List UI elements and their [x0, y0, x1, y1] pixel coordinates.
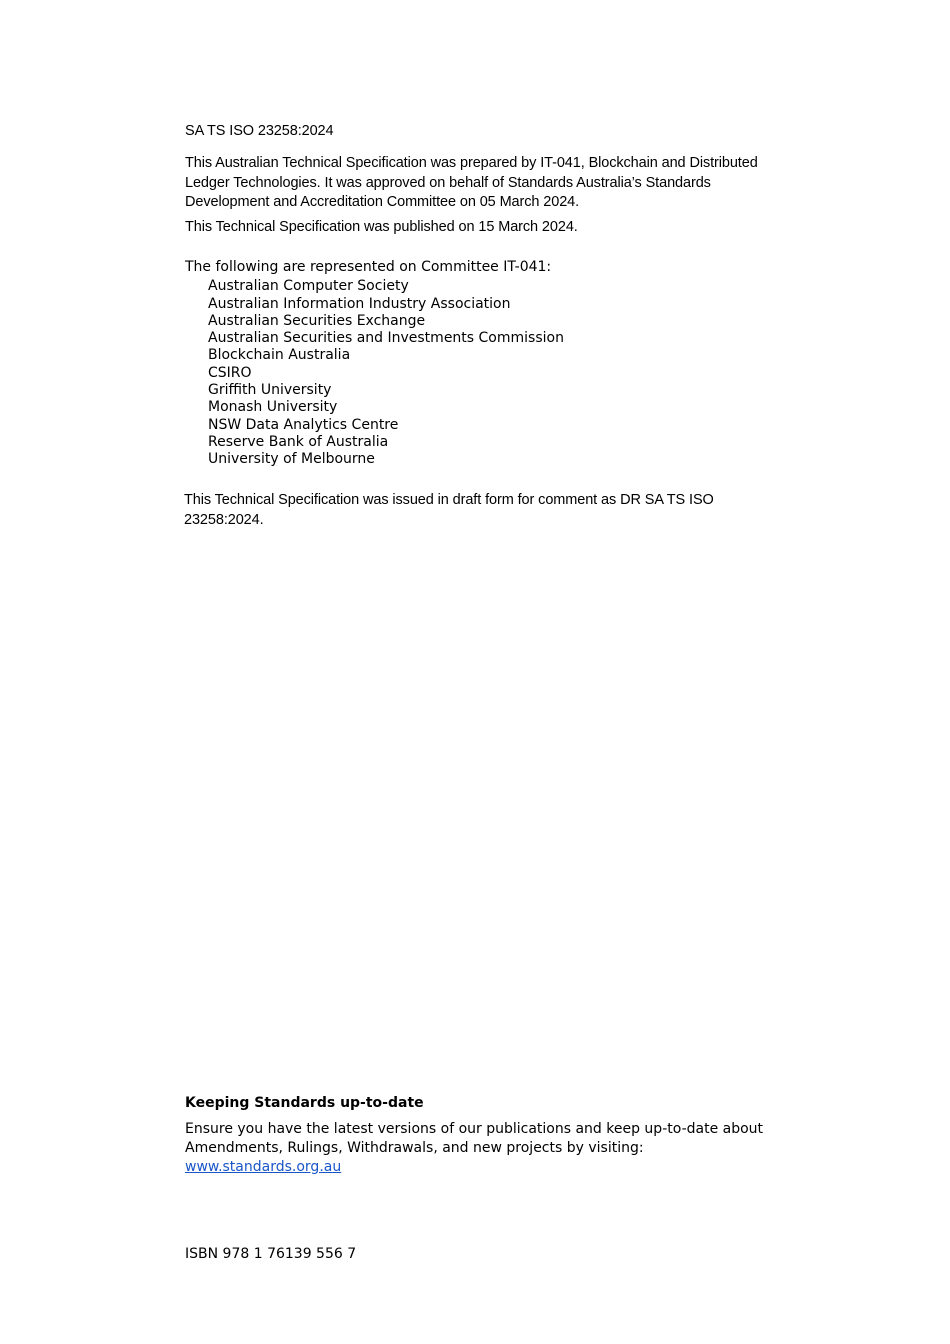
committee-member: Monash University — [208, 399, 338, 416]
committee-member-list — [185, 278, 785, 468]
keeping-up-to-date-body: Ensure you have the latest versions of our publications and keep up-to-date about Amendments, Rulings, Withdrawals, and new projects by visiting: — [185, 1121, 764, 1156]
committee-member: CSIRO — [208, 364, 252, 381]
isbn: ISBN 978 1 76139 556 7 — [185, 1246, 357, 1262]
draft-statement: This Technical Specification was issued in draft form for comment as DR SA TS ISO 23258:2024. — [184, 492, 714, 528]
committee-section — [185, 259, 785, 469]
keeping-up-to-date-section — [185, 1120, 775, 1177]
committee-member: Australian Computer Society — [208, 278, 409, 295]
committee-member: University of Melbourne — [208, 451, 375, 468]
committee-member: Australian Securities and Investments Commission — [208, 330, 564, 347]
preparation-statement: This Australian Technical Specification was prepared by IT-041, Blockchain and Distributed Ledger Technologies. It was approved on behalf of Standards Australia’s Standards Development and Accreditation Committee on 05 March 2024. — [185, 155, 758, 210]
committee-intro: The following are represented on Committee IT-041: — [185, 259, 552, 275]
committee-member: Australian Information Industry Association — [208, 295, 511, 312]
committee-member: Griffith University — [208, 382, 332, 399]
committee-member: Reserve Bank of Australia — [208, 433, 389, 450]
document-id: SA TS ISO 23258:2024 — [185, 123, 334, 139]
publication-statement: This Technical Specification was published on 15 March 2024. — [185, 219, 578, 235]
committee-member: Australian Securities Exchange — [208, 312, 426, 329]
committee-member: Blockchain Australia — [208, 347, 351, 364]
keeping-up-to-date-heading: Keeping Standards up-to-date — [185, 1095, 424, 1111]
standards-website-link[interactable]: www.standards.org.au — [185, 1159, 342, 1175]
committee-member: NSW Data Analytics Centre — [208, 416, 399, 433]
